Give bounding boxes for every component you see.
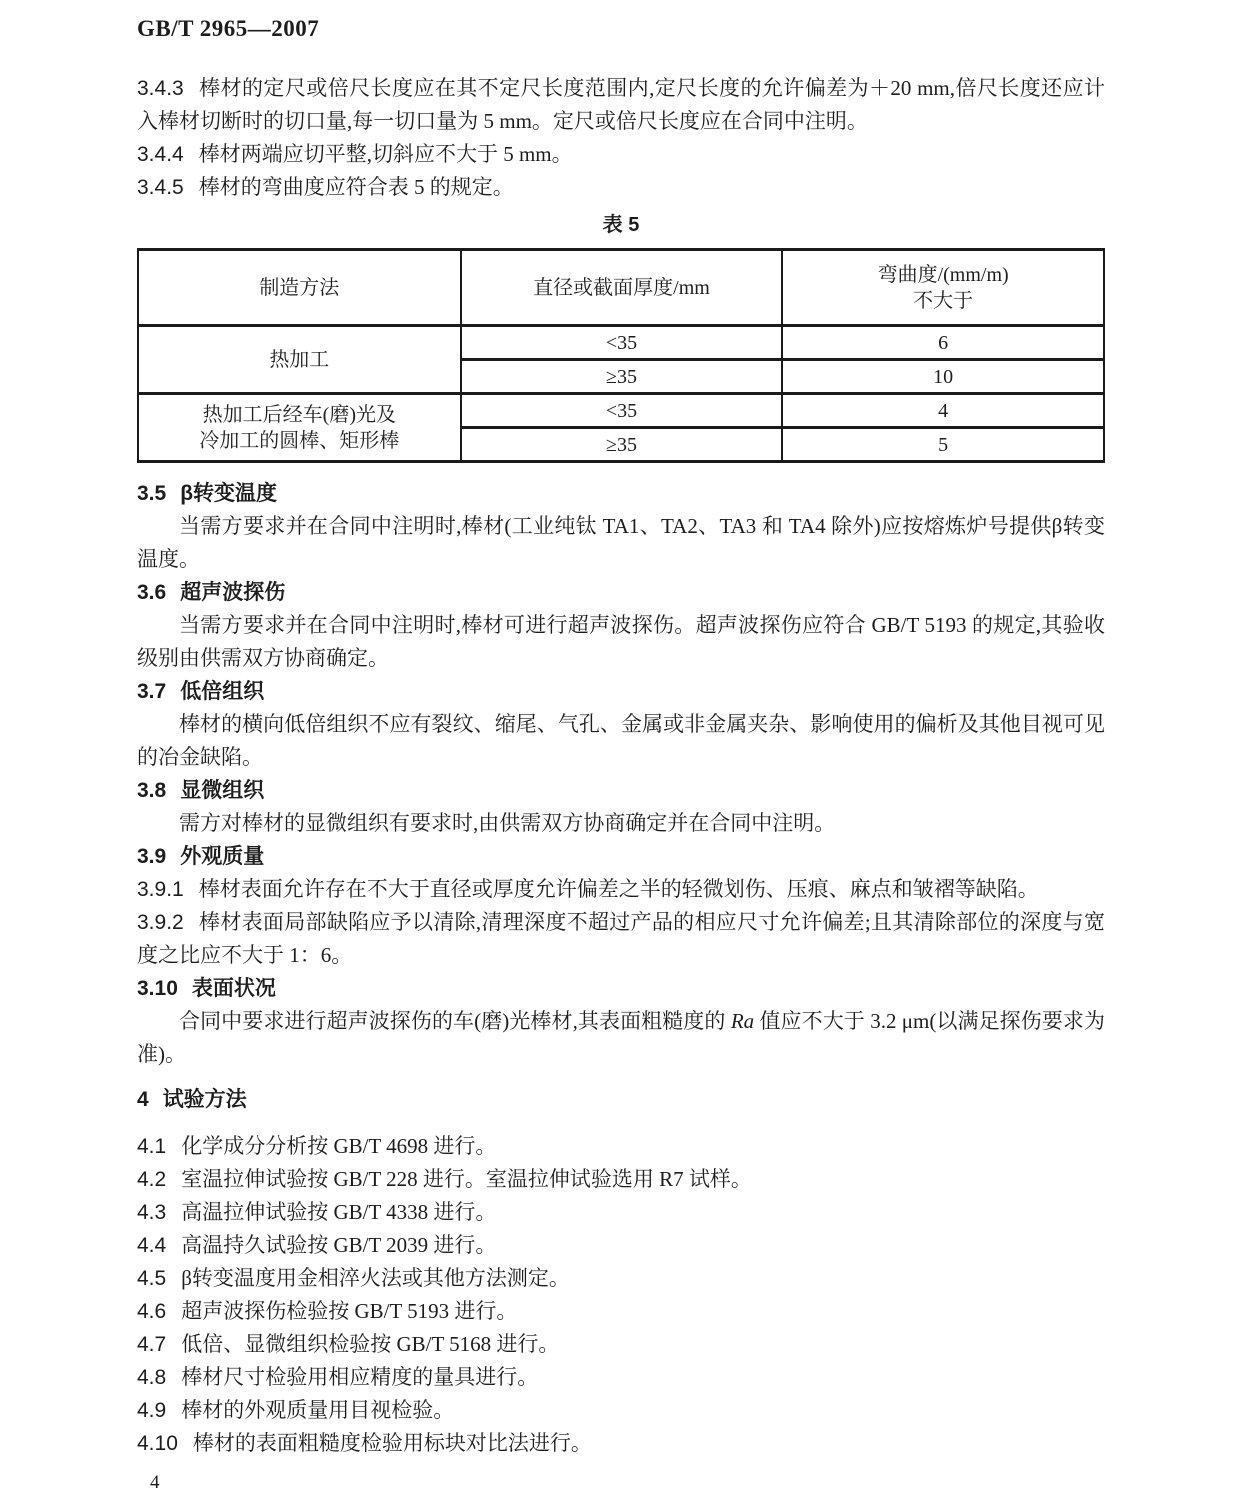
method-cell-machined bbox=[138, 394, 461, 462]
table-5-header-row bbox=[138, 250, 1104, 326]
method-cell-line2: 冷加工的圆棒、矩形棒 bbox=[199, 429, 400, 452]
clause-3-10-title: 表面状况 bbox=[191, 977, 276, 1000]
clause-4-title: 试验方法 bbox=[162, 1088, 247, 1111]
clause-4-5 bbox=[137, 1262, 1105, 1295]
clause-4-1 bbox=[137, 1130, 1105, 1163]
bend-cell: 10 bbox=[782, 360, 1104, 394]
clause-4-2 bbox=[137, 1163, 1105, 1196]
clause-3-4-3-number: 3.4.3 bbox=[137, 77, 184, 100]
clause-4-10-number: 4.10 bbox=[137, 1432, 178, 1455]
clause-4-10-text: 棒材的表面粗糙度检验用标块对比法进行。 bbox=[192, 1431, 592, 1455]
clause-4-7-number: 4.7 bbox=[137, 1333, 167, 1356]
clause-4-5-number: 4.5 bbox=[137, 1267, 167, 1290]
clause-4-4-number: 4.4 bbox=[137, 1234, 167, 1257]
clause-4-4 bbox=[137, 1229, 1105, 1262]
clause-4-1-text: 化学成分分析按 GB/T 4698 进行。 bbox=[181, 1134, 497, 1158]
clause-3-9-2-number: 3.9.2 bbox=[137, 911, 184, 934]
bend-cell: 6 bbox=[782, 326, 1104, 360]
clause-3-5-number: 3.5 bbox=[137, 482, 167, 505]
standard-number: GB/T 2965—2007 bbox=[137, 16, 320, 41]
clause-4-2-number: 4.2 bbox=[137, 1168, 167, 1191]
clause-4-9-number: 4.9 bbox=[137, 1399, 167, 1422]
clause-3-10-number: 3.10 bbox=[137, 977, 178, 1000]
table-5-header-bend-line2: 不大于 bbox=[913, 289, 974, 312]
clause-4-9 bbox=[137, 1394, 1105, 1427]
clause-3-8-heading bbox=[137, 774, 1105, 807]
clause-3-7-body: 棒材的横向低倍组织不应有裂纹、缩尾、气孔、金属或非金属夹杂、影响使用的偏析及其他目视可见的冶金缺陷。 bbox=[137, 712, 1105, 769]
clause-3-5-heading bbox=[137, 477, 1105, 510]
table-row bbox=[138, 394, 1104, 428]
table-5-caption: 表 5 bbox=[602, 214, 640, 236]
clause-3-9-2-text: 棒材表面局部缺陷应予以清除,清理深度不超过产品的相应尺寸允许偏差;且其清除部位的深度与宽度之比应不大于 1：6。 bbox=[137, 910, 1105, 967]
clause-4-3-text: 高温拉伸试验按 GB/T 4338 进行。 bbox=[181, 1200, 497, 1224]
clause-3-5-body: 当需方要求并在合同中注明时,棒材(工业纯钛 TA1、TA2、TA3 和 TA4 除外)应按熔炼炉号提供β转变温度。 bbox=[137, 514, 1105, 571]
clause-3-6-number: 3.6 bbox=[137, 581, 167, 604]
clause-4-7-text: 低倍、显微组织检验按 GB/T 5168 进行。 bbox=[181, 1332, 560, 1356]
clause-3-4-5-text: 棒材的弯曲度应符合表 5 的规定。 bbox=[198, 175, 514, 199]
clause-3-4-4 bbox=[137, 138, 1105, 171]
clause-3-9-title: 外观质量 bbox=[180, 845, 265, 868]
clause-4-6 bbox=[137, 1295, 1105, 1328]
clause-3-9-1-text: 棒材表面允许存在不大于直径或厚度允许偏差之半的轻微划伤、压痕、麻点和皱褶等缺陷。 bbox=[198, 877, 1039, 901]
clause-3-4-5 bbox=[137, 171, 1105, 204]
clause-3-9-1 bbox=[137, 873, 1105, 906]
clause-3-9-heading bbox=[137, 840, 1105, 873]
method-cell-hot-working: 热加工 bbox=[138, 326, 461, 394]
clause-4-3-number: 4.3 bbox=[137, 1201, 167, 1224]
clause-3-9-number: 3.9 bbox=[137, 845, 167, 868]
clause-4-1-number: 4.1 bbox=[137, 1135, 167, 1158]
clause-4-5-text: β转变温度用金相淬火法或其他方法测定。 bbox=[181, 1266, 570, 1290]
clause-3-9-2 bbox=[137, 906, 1105, 972]
clause-3-9-1-number: 3.9.1 bbox=[137, 878, 184, 901]
clause-4-10 bbox=[137, 1427, 1105, 1460]
size-cell: ≥35 bbox=[461, 428, 783, 462]
page-number: 4 bbox=[150, 1472, 160, 1493]
clause-3-10-body-pre: 合同中要求进行超声波探伤的车(磨)光棒材,其表面粗糙度的 bbox=[179, 1009, 731, 1033]
clause-4-6-text: 超声波探伤检验按 GB/T 5193 进行。 bbox=[181, 1299, 518, 1323]
table-5-header-size: 直径或截面厚度/mm bbox=[461, 250, 783, 326]
clause-4-heading bbox=[137, 1083, 1105, 1116]
table-5-header-method: 制造方法 bbox=[138, 250, 461, 326]
clause-4-6-number: 4.6 bbox=[137, 1300, 167, 1323]
clause-3-10-heading bbox=[137, 972, 1105, 1005]
method-cell-line1: 热加工后经车(磨)光及 bbox=[202, 403, 396, 426]
clause-3-6-heading bbox=[137, 576, 1105, 609]
clause-3-7-title: 低倍组织 bbox=[180, 680, 265, 703]
clause-4-3 bbox=[137, 1196, 1105, 1229]
clause-3-4-4-text: 棒材两端应切平整,切斜应不大于 5 mm。 bbox=[198, 142, 573, 166]
clause-3-4-3-text: 棒材的定尺或倍尺长度应在其不定尺长度范围内,定尺长度的允许偏差为＋20 mm,倍尺长度还应计入棒材切断时的切口量,每一切口量为 5 mm。定尺或倍尺长度应在合同中注明。 bbox=[137, 76, 1105, 133]
size-cell: ≥35 bbox=[461, 360, 783, 394]
ra-symbol: Ra bbox=[730, 1009, 755, 1033]
clause-3-4-3 bbox=[137, 72, 1105, 138]
clause-3-4-4-number: 3.4.4 bbox=[137, 143, 184, 166]
table-row bbox=[138, 326, 1104, 360]
clause-3-6-title: 超声波探伤 bbox=[180, 581, 286, 604]
clause-3-10-body bbox=[137, 1005, 1105, 1071]
table-5-header-bend-line1: 弯曲度/(mm/m) bbox=[877, 263, 1009, 286]
clause-3-8-body: 需方对棒材的显微组织有要求时,由供需双方协商确定并在合同中注明。 bbox=[179, 811, 836, 835]
table-5 bbox=[137, 248, 1105, 463]
bend-cell: 4 bbox=[782, 394, 1104, 428]
clause-4-8-text: 棒材尺寸检验用相应精度的量具进行。 bbox=[181, 1365, 539, 1389]
clause-3-8-number: 3.8 bbox=[137, 779, 167, 802]
clause-4-9-text: 棒材的外观质量用目视检验。 bbox=[181, 1398, 455, 1422]
bend-cell: 5 bbox=[782, 428, 1104, 462]
clause-3-5-title: β转变温度 bbox=[180, 482, 278, 505]
clause-4-7 bbox=[137, 1328, 1105, 1361]
table-5-header-bend bbox=[782, 250, 1104, 326]
clause-3-7-number: 3.7 bbox=[137, 680, 167, 703]
clause-3-6-body: 当需方要求并在合同中注明时,棒材可进行超声波探伤。超声波探伤应符合 GB/T 5193 的规定,其验收级别由供需双方协商确定。 bbox=[137, 613, 1105, 670]
clause-3-7-heading bbox=[137, 675, 1105, 708]
clause-3-8-title: 显微组织 bbox=[180, 779, 265, 802]
clause-3-4-5-number: 3.4.5 bbox=[137, 176, 184, 199]
clause-4-number: 4 bbox=[137, 1088, 149, 1111]
clause-4-4-text: 高温持久试验按 GB/T 2039 进行。 bbox=[181, 1233, 497, 1257]
size-cell: <35 bbox=[461, 326, 783, 360]
size-cell: <35 bbox=[461, 394, 783, 428]
clause-4-8 bbox=[137, 1361, 1105, 1394]
clause-4-2-text: 室温拉伸试验按 GB/T 228 进行。室温拉伸试验选用 R7 试样。 bbox=[181, 1167, 752, 1191]
clause-3-10-body-post: 值应不大于 3.2 μm(以满足探伤要求为准)。 bbox=[137, 1009, 1106, 1066]
clause-4-8-number: 4.8 bbox=[137, 1366, 167, 1389]
